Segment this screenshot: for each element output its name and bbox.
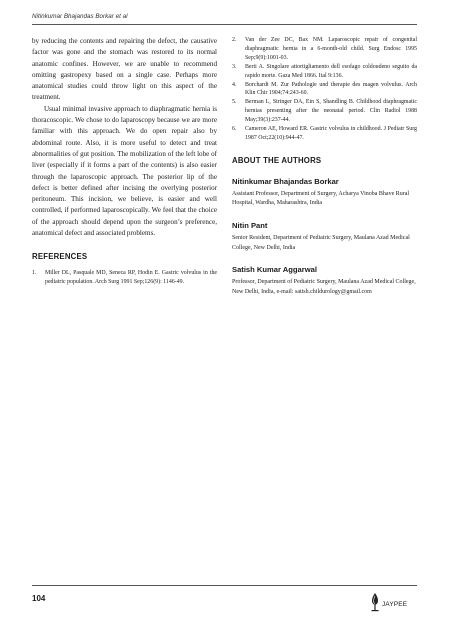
reference-number: 3. bbox=[232, 63, 237, 70]
footer-rule bbox=[32, 585, 417, 586]
author-name: Nitinkumar Bhajandas Borkar bbox=[232, 176, 339, 186]
reference-text: Berman L, Stringer DA, Ein S, Shandling B. Childhood diaphragmatic hernias presenting after the neonatal period. Clin Radiol 1988 May;39(3):237-44. bbox=[245, 99, 417, 124]
reference-text: Miller DL, Pasquale MD, Seneca RP, Hodin E. Gastric volvulus in the pediatric population. Arch Surg 1991 Sep;126(9): 1146-49. bbox=[45, 270, 217, 286]
author-block bbox=[232, 265, 417, 297]
reference-number: 5. bbox=[232, 99, 237, 106]
author-affiliation: Assistant Professor, Department of Surgery, Acharya Vinoba Bhave Rural Hospital, Wardha, Maharashtra, India bbox=[232, 190, 410, 207]
author-affiliation: Professor, Department of Pediatric Surgery, Maulana Azad Medical College, New Delhi, India, e-mail: satish.childurology@gmail.com bbox=[232, 279, 416, 295]
reference-number: 2. bbox=[232, 37, 237, 43]
reference-item bbox=[232, 98, 417, 125]
body-paragraph: by reducing the contents and repairing the defect, the causative factor was gone and the stomach was restored to its normal anatomic confines. However, we are unable to recommend omitting gastropexy based on a single case. Perhaps more anatomical studies could throw light on this aspect of the treatment. bbox=[32, 37, 217, 102]
jaypee-logo-icon bbox=[369, 592, 381, 612]
references-heading: REFERENCES bbox=[32, 252, 88, 262]
publisher-logo bbox=[369, 592, 419, 616]
author-name: Nitin Pant bbox=[232, 221, 268, 231]
reference-text: Van der Zee DC, Bax NM. Laparoscopic repair of congenital diaphragmatic hernia in a 6-month-old child. Surg Endosc 1995 Sep;9(9):1001-03. bbox=[245, 37, 417, 61]
author-block bbox=[232, 177, 417, 209]
page-number: 104 bbox=[32, 594, 46, 603]
reference-list bbox=[232, 36, 417, 143]
running-head: Nitinkumar Bhajandas Borkar et al bbox=[32, 13, 128, 20]
author-affiliation: Senior Resident, Department of Pediatric Surgery, Maulana Azad Medical College, New Delhi, India bbox=[232, 235, 410, 251]
publisher-name: JAYPEE bbox=[382, 601, 408, 608]
reference-item bbox=[232, 81, 417, 99]
authors-heading: ABOUT THE AUTHORS bbox=[232, 155, 322, 165]
body-paragraph: Usual minimal invasive approach to diaphragmatic hernia is thoracoscopic. We chose to do laparoscopy because we are more familiar with this approach. We do open repair also by abdominal route. Also, it is more useful to detect and treat abnormalities of gut position. The mobilization of the left lobe of liver (especially if it forms a part of the contents) is also easier through the laparoscopic approach. The posterior lip of the defect is better defined after incising the overlying posterior peritoneum. This incision, we believe, is easier and well controlled, if performed laparoscopically. We feel that the choice of the approach should depend upon the surgeon’s preference, anatomical defect and associated problems. bbox=[32, 104, 217, 238]
reference-item bbox=[32, 269, 217, 287]
reference-number: 1. bbox=[32, 270, 37, 277]
reference-number: 6. bbox=[232, 126, 237, 133]
header-rule bbox=[32, 24, 417, 25]
reference-item bbox=[232, 63, 417, 81]
left-column bbox=[32, 36, 217, 287]
author-block bbox=[232, 221, 417, 253]
author-name: Satish Kumar Aggarwal bbox=[232, 265, 317, 275]
reference-text: Borchardt M. Zur Pathologie und therapie des magen volvulus. Arch Klin Chir 1904;74:243-60. bbox=[245, 81, 417, 97]
reference-number: 4. bbox=[232, 81, 237, 88]
reference-list bbox=[32, 269, 217, 287]
reference-item bbox=[232, 125, 417, 143]
reference-text: Berti A. Singolare attortigliamento dell esofago coldoudeno seguito da rapido morte. Gaza Med 1866. Ital 9:136. bbox=[245, 63, 417, 79]
reference-text: Cameron AE, Howard ER. Gastric volvulus in childhood. J Pediatr Surg 1987 Oct;22(10):944-47. bbox=[245, 126, 417, 141]
reference-item bbox=[232, 36, 417, 63]
right-column bbox=[232, 36, 417, 297]
